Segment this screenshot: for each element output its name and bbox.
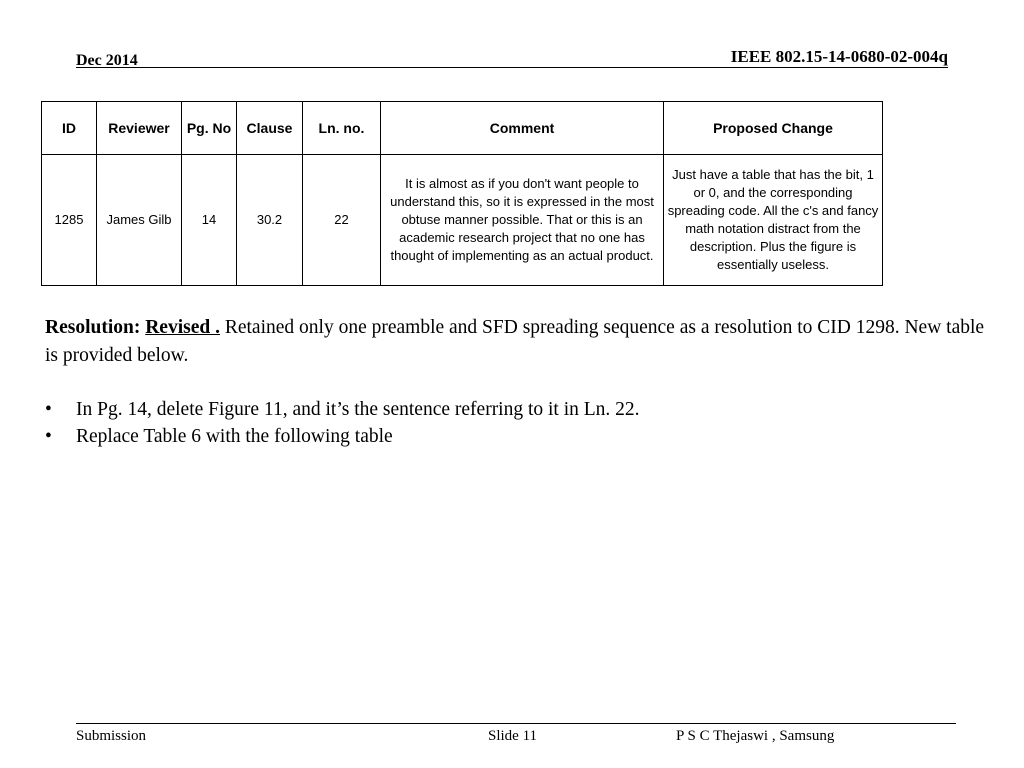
bullet-icon: • xyxy=(45,426,52,447)
footer-rule xyxy=(76,723,956,724)
table-header-row xyxy=(42,102,883,155)
cell-line: 22 xyxy=(303,155,381,286)
col-header-comment: Comment xyxy=(381,102,664,155)
bullet-icon: • xyxy=(45,399,52,420)
col-header-proposed-change: Proposed Change xyxy=(664,102,883,155)
list-item-text: Replace Table 6 with the following table xyxy=(76,426,393,447)
cell-id: 1285 xyxy=(42,155,97,286)
col-header-page: Pg. No xyxy=(182,102,237,155)
col-header-id: ID xyxy=(42,102,97,155)
cell-clause: 30.2 xyxy=(237,155,303,286)
action-list xyxy=(45,396,995,450)
table-row xyxy=(42,155,883,286)
footer-author: P S C Thejaswi , Samsung xyxy=(676,728,835,744)
cell-proposed-change: Just have a table that has the bit, 1 or 0, and the corresponding spreading code. All the c's and fancy math notation distract from the description. Plus the figure is essentially useless. xyxy=(664,155,883,286)
comment-table xyxy=(41,101,883,286)
resolution-label: Resolution: xyxy=(45,317,141,338)
col-header-reviewer: Reviewer xyxy=(97,102,182,155)
col-header-line: Ln. no. xyxy=(303,102,381,155)
footer-submission: Submission xyxy=(76,728,147,744)
cell-comment: It is almost as if you don't want people to understand this, so it is expressed in the most obtuse manner possible. That or this is an academic research project that no one has thought of implementing as an actual product. xyxy=(381,155,664,286)
cell-reviewer: James Gilb xyxy=(97,155,182,286)
resolution-paragraph xyxy=(45,314,995,370)
list-item xyxy=(45,396,995,423)
cell-page: 14 xyxy=(182,155,237,286)
list-item-text: In Pg. 14, delete Figure 11, and it’s the sentence referring to it in Ln. 22. xyxy=(76,399,640,420)
resolution-value: Revised . xyxy=(145,317,220,338)
col-header-clause: Clause xyxy=(237,102,303,155)
list-item xyxy=(45,423,995,450)
header-date: Dec 2014 xyxy=(76,52,138,69)
header-rule xyxy=(76,67,948,68)
footer-slide-number: Slide 11 xyxy=(488,728,538,744)
header-document-id: IEEE 802.15-14-0680-02-004q xyxy=(730,47,948,66)
resolution-text: Retained only one preamble and SFD spreading sequence as a resolution to CID 1298. New table is provided below. xyxy=(45,317,985,366)
